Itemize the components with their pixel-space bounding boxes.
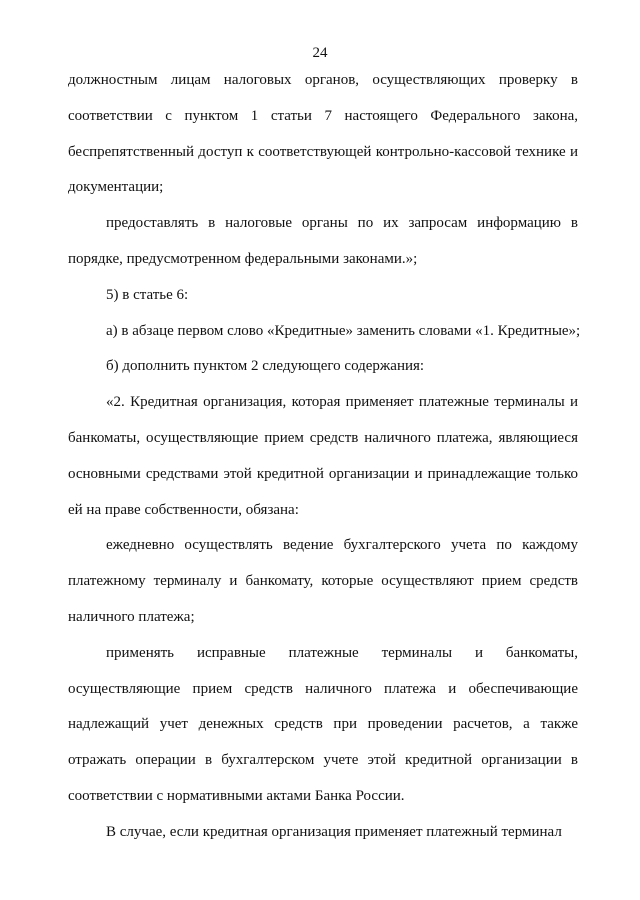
page-number: 24	[312, 45, 328, 61]
paragraph-p9	[68, 815, 578, 851]
text-line: беспрепятственный доступ к соответствующей контрольно-кассовой технике и	[68, 143, 578, 160]
document-body	[68, 63, 581, 851]
text-line: В случае, если кредитная организация применяет платежный терминал	[106, 823, 562, 840]
paragraph-p6	[68, 385, 578, 528]
text-line: соответствии с пунктом 1 статьи 7 настоящего Федерального закона,	[68, 107, 578, 124]
text-line: 5) в статье 6:	[106, 286, 189, 303]
paragraph-p4	[68, 314, 581, 350]
text-line: «2. Кредитная организация, которая применяет платежные терминалы и	[106, 394, 578, 411]
paragraph-p1	[68, 63, 578, 206]
text-line: предоставлять в налоговые органы по их запросам информацию в	[106, 215, 578, 232]
text-line: платежному терминалу и банкомату, которые осуществляют прием средств	[68, 573, 578, 590]
paragraph-p2	[68, 206, 578, 278]
paragraph-p3	[68, 278, 578, 314]
text-line: ежедневно осуществлять ведение бухгалтерского учета по каждому	[106, 537, 578, 554]
paragraph-p5	[68, 349, 578, 385]
text-line: б) дополнить пунктом 2 следующего содержания:	[106, 358, 425, 375]
text-line: осуществляющие прием средств наличного платежа и обеспечивающие	[68, 680, 578, 697]
text-line: основными средствами этой кредитной организации и принадлежащие только	[68, 465, 578, 482]
text-line: порядке, предусмотренном федеральными законами.»;	[68, 250, 418, 267]
paragraph-p7	[68, 528, 578, 635]
text-line: соответствии с нормативными актами Банка России.	[68, 787, 405, 804]
text-line: банкоматы, осуществляющие прием средств наличного платежа, являющиеся	[68, 429, 578, 446]
text-line: а) в абзаце первом слово «Кредитные» заменить словами «1. Кредитные»;	[106, 322, 581, 339]
text-line: применять исправные платежные терминалы и банкоматы,	[106, 644, 578, 661]
paragraph-p8	[68, 636, 578, 815]
text-line: отражать операции в бухгалтерском учете этой кредитной организации в	[68, 752, 578, 769]
text-line: ей на праве собственности, обязана:	[68, 501, 299, 518]
text-line: должностным лицам налоговых органов, осуществляющих проверку в	[68, 72, 578, 88]
text-line: наличного платежа;	[68, 608, 195, 625]
text-line: документации;	[68, 179, 164, 196]
text-line: надлежащий учет денежных средств при проведении расчетов, а также	[68, 716, 578, 733]
